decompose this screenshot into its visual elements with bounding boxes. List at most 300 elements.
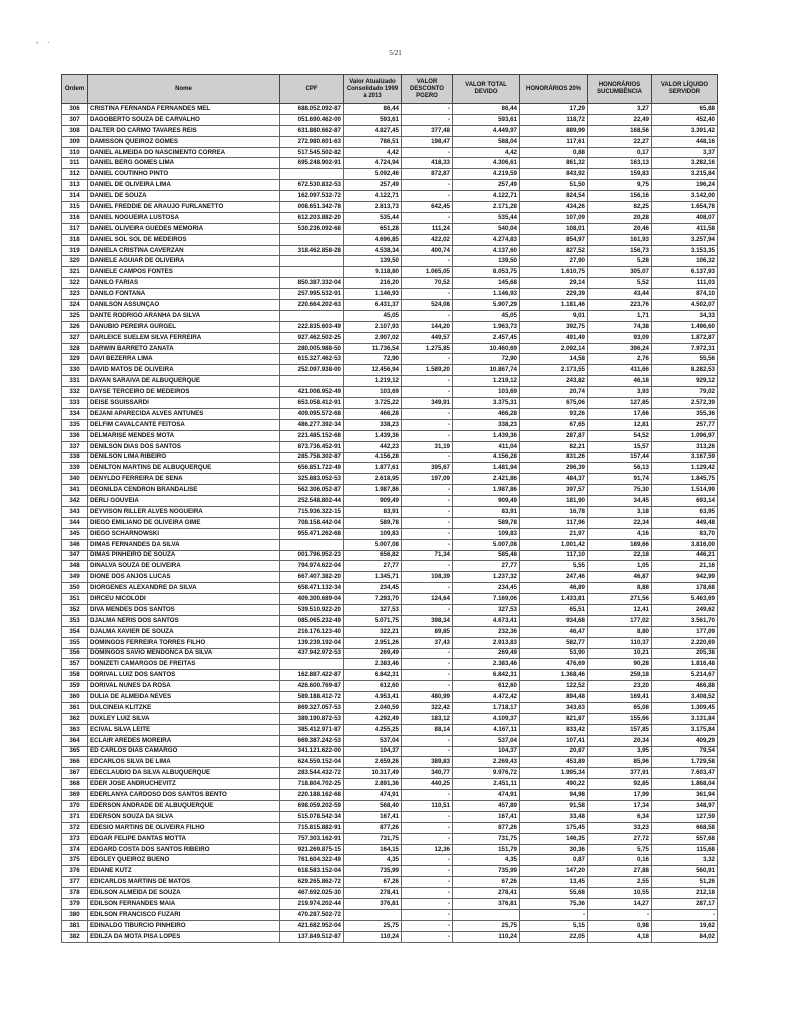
sucumbencia-cell: 1,71: [588, 310, 652, 321]
valor-atualizado-cell: 322,21: [344, 626, 402, 637]
name-cell: DANIELE AGUIAR DE OLIVEIRA: [88, 256, 280, 267]
name-cell: DALTER DO CARMO TAVARES REIS: [88, 125, 280, 136]
sucumbencia-cell: 3,18: [588, 506, 652, 517]
ordem-cell: 357: [62, 659, 88, 670]
name-cell: DUXLEY LUIZ SILVA: [88, 713, 280, 724]
valor-total-cell: 4.673,41: [453, 615, 520, 626]
valor-total-cell: 540,04: [453, 223, 520, 234]
honorarios-cell: 491,49: [520, 332, 588, 343]
ordem-cell: 378: [62, 888, 88, 899]
header-cpf: CPF: [280, 75, 344, 104]
liquido-cell: 1.729,58: [652, 757, 718, 768]
valor-desconto-cell: -: [402, 811, 453, 822]
valor-total-cell: 2.451,11: [453, 779, 520, 790]
table-row: [62, 801, 718, 812]
valor-desconto-cell: 395,67: [402, 463, 453, 474]
liquido-cell: 3.257,94: [652, 234, 718, 245]
valor-total-cell: 537,04: [453, 735, 520, 746]
valor-atualizado-cell: 4.255,25: [344, 724, 402, 735]
ordem-cell: 326: [62, 321, 88, 332]
honorarios-cell: 5,15: [520, 920, 588, 931]
honorarios-cell: 75,36: [520, 899, 588, 910]
table-row: [62, 278, 718, 289]
valor-desconto-cell: -: [402, 387, 453, 398]
valor-atualizado-cell: 25,75: [344, 920, 402, 931]
honorarios-cell: 117,10: [520, 550, 588, 561]
valor-desconto-cell: -: [402, 561, 453, 572]
name-cell: DORIVAL LUIZ DOS SANTOS: [88, 670, 280, 681]
honorarios-cell: 343,63: [520, 702, 588, 713]
liquido-cell: 1.654,78: [652, 202, 718, 213]
cpf-cell: 139.239.192-04: [280, 637, 344, 648]
liquido-cell: 3.167,59: [652, 452, 718, 463]
honorarios-cell: 16,78: [520, 506, 588, 517]
valor-total-cell: 1.146,93: [453, 289, 520, 300]
cpf-cell: 850.387.332-04: [280, 278, 344, 289]
honorarios-cell: 117,61: [520, 136, 588, 147]
honorarios-cell: 434,26: [520, 202, 588, 213]
valor-desconto-cell: 124,64: [402, 594, 453, 605]
table-row: [62, 517, 718, 528]
ordem-cell: 316: [62, 212, 88, 223]
liquido-cell: 1.096,97: [652, 430, 718, 441]
ordem-cell: 353: [62, 615, 88, 626]
name-cell: DANTE RODRIGO ARANHA DA SILVA: [88, 310, 280, 321]
name-cell: DIORGENES ALEXANDRE DA SILVA: [88, 583, 280, 594]
liquido-cell: 55,56: [652, 354, 718, 365]
name-cell: EDERLANYA CARDOSO DOS SANTOS BENTO: [88, 790, 280, 801]
valor-total-cell: 4,42: [453, 147, 520, 158]
valor-total-cell: 1.987,86: [453, 485, 520, 496]
cpf-cell: 280.005.988-50: [280, 343, 344, 354]
honorarios-cell: 1.001,42: [520, 539, 588, 550]
cpf-cell: 708.158.442-04: [280, 517, 344, 528]
valor-total-cell: [453, 909, 520, 920]
table-row: [62, 310, 718, 321]
liquido-cell: 6.137,93: [652, 267, 718, 278]
valor-total-cell: 588,04: [453, 136, 520, 147]
valor-atualizado-cell: 4,42: [344, 147, 402, 158]
table-row: [62, 833, 718, 844]
ordem-cell: 362: [62, 713, 88, 724]
liquido-cell: 693,14: [652, 496, 718, 507]
liquido-cell: 21,16: [652, 561, 718, 572]
liquido-cell: 287,17: [652, 899, 718, 910]
name-cell: DIEGO SCHARNOWSKI: [88, 528, 280, 539]
valor-desconto-cell: 31,19: [402, 441, 453, 452]
honorarios-cell: 51,50: [520, 180, 588, 191]
liquido-cell: 63,95: [652, 506, 718, 517]
valor-desconto-cell: -: [402, 256, 453, 267]
valor-desconto-cell: 480,99: [402, 692, 453, 703]
liquido-cell: 411,58: [652, 223, 718, 234]
name-cell: EDGLEY QUEIROZ BUENO: [88, 855, 280, 866]
sucumbencia-cell: 2,76: [588, 354, 652, 365]
liquido-cell: 205,38: [652, 648, 718, 659]
honorarios-cell: 582,77: [520, 637, 588, 648]
valor-atualizado-cell: 139,50: [344, 256, 402, 267]
valor-total-cell: 1.963,73: [453, 321, 520, 332]
honorarios-cell: 824,54: [520, 191, 588, 202]
page-number: 5/21: [389, 49, 402, 57]
honorarios-cell: 30,36: [520, 844, 588, 855]
sucumbencia-cell: 0,98: [588, 920, 652, 931]
valor-atualizado-cell: 4.953,41: [344, 692, 402, 703]
liquido-cell: 178,68: [652, 583, 718, 594]
valor-total-cell: 2.269,43: [453, 757, 520, 768]
valor-desconto-cell: 340,77: [402, 768, 453, 779]
valor-atualizado-cell: 5.071,75: [344, 615, 402, 626]
valor-atualizado-cell: 2.813,73: [344, 202, 402, 213]
sucumbencia-cell: 54,52: [588, 430, 652, 441]
valor-atualizado-cell: 327,53: [344, 604, 402, 615]
name-cell: DELFIM CAVALCANTE FEITOSA: [88, 419, 280, 430]
name-cell: EDGARD COSTA DOS SANTOS RIBEIRO: [88, 844, 280, 855]
sucumbencia-cell: 9,75: [588, 180, 652, 191]
ordem-cell: 345: [62, 528, 88, 539]
table-row: [62, 528, 718, 539]
valor-total-cell: 4.156,28: [453, 452, 520, 463]
honorarios-cell: 94,98: [520, 790, 588, 801]
honorarios-cell: 117,96: [520, 517, 588, 528]
name-cell: DANILSON ASSUNÇAO: [88, 300, 280, 311]
sucumbencia-cell: 91,74: [588, 474, 652, 485]
cpf-cell: 612.203.882-20: [280, 212, 344, 223]
liquido-cell: 408,07: [652, 212, 718, 223]
honorarios-cell: 1.610,75: [520, 267, 588, 278]
valor-atualizado-cell: 27,77: [344, 561, 402, 572]
sucumbencia-cell: 157,85: [588, 724, 652, 735]
valor-atualizado-cell: 234,45: [344, 583, 402, 594]
honorarios-cell: 0,88: [520, 147, 588, 158]
table-row: [62, 888, 718, 899]
sucumbencia-cell: 12,81: [588, 419, 652, 430]
cpf-cell: [280, 310, 344, 321]
liquido-cell: 448,16: [652, 136, 718, 147]
ordem-cell: 342: [62, 496, 88, 507]
ordem-cell: 333: [62, 398, 88, 409]
valor-desconto-cell: -: [402, 604, 453, 615]
table-row: [62, 844, 718, 855]
honorarios-cell: 46,89: [520, 583, 588, 594]
valor-desconto-cell: 88,14: [402, 724, 453, 735]
ordem-cell: 354: [62, 626, 88, 637]
honorarios-cell: 53,90: [520, 648, 588, 659]
table-row: [62, 648, 718, 659]
liquido-cell: 79,02: [652, 387, 718, 398]
honorarios-cell: 831,26: [520, 452, 588, 463]
valor-total-cell: 535,44: [453, 212, 520, 223]
liquido-cell: 106,32: [652, 256, 718, 267]
name-cell: DANIEL COUTINHO PINTO: [88, 169, 280, 180]
liquido-cell: 3,32: [652, 855, 718, 866]
valor-atualizado-cell: 474,91: [344, 790, 402, 801]
valor-atualizado-cell: 104,37: [344, 746, 402, 757]
valor-desconto-cell: 144,20: [402, 321, 453, 332]
valor-atualizado-cell: 9.118,80: [344, 267, 402, 278]
liquido-cell: 3.131,84: [652, 713, 718, 724]
name-cell: EDILSON ALMEIDA DE SOUZA: [88, 888, 280, 899]
ordem-cell: 375: [62, 855, 88, 866]
honorarios-cell: 175,45: [520, 822, 588, 833]
sucumbencia-cell: 8,80: [588, 626, 652, 637]
cpf-cell: 698.059.202-59: [280, 801, 344, 812]
name-cell: EDESIO MARTINS DE OLIVEIRA FILHO: [88, 822, 280, 833]
valor-total-cell: 6.842,31: [453, 670, 520, 681]
name-cell: DANIEL FREDDIE DE ARAUJO FURLANETTO: [88, 202, 280, 213]
table-row: [62, 289, 718, 300]
cpf-cell: [280, 267, 344, 278]
table-row: [62, 768, 718, 779]
honorarios-cell: 2.092,14: [520, 343, 588, 354]
valor-atualizado-cell: 278,41: [344, 888, 402, 899]
liquido-cell: 2.572,39: [652, 398, 718, 409]
table-row: [62, 300, 718, 311]
sucumbencia-cell: 6,34: [588, 811, 652, 822]
honorarios-cell: 484,37: [520, 474, 588, 485]
name-cell: DJALMA NERIS DOS SANTOS: [88, 615, 280, 626]
valor-atualizado-cell: 1.219,12: [344, 376, 402, 387]
cpf-cell: 955.471.262-68: [280, 528, 344, 539]
table-row: [62, 147, 718, 158]
name-cell: DAGOBERTO SOUZA DE CARVALHO: [88, 114, 280, 125]
table-row: [62, 245, 718, 256]
valor-desconto-cell: -: [402, 833, 453, 844]
liquido-cell: 466,88: [652, 681, 718, 692]
cpf-cell: 794.974.622-04: [280, 561, 344, 572]
valor-desconto-cell: -: [402, 888, 453, 899]
liquido-cell: 355,36: [652, 408, 718, 419]
sucumbencia-cell: 169,41: [588, 692, 652, 703]
ordem-cell: 310: [62, 147, 88, 158]
ordem-cell: 309: [62, 136, 88, 147]
valor-total-cell: 7.169,06: [453, 594, 520, 605]
name-cell: DANILO FONTANA: [88, 289, 280, 300]
ordem-cell: 360: [62, 692, 88, 703]
valor-atualizado-cell: 338,23: [344, 419, 402, 430]
valor-atualizado-cell: 109,83: [344, 528, 402, 539]
valor-atualizado-cell: 67,26: [344, 877, 402, 888]
valor-total-cell: 25,75: [453, 920, 520, 931]
name-cell: DAYAN SARAIVA DE ALBUQUERQUE: [88, 376, 280, 387]
valor-total-cell: 234,45: [453, 583, 520, 594]
sucumbencia-cell: 90,28: [588, 659, 652, 670]
sucumbencia-cell: 2,55: [588, 877, 652, 888]
sucumbencia-cell: 46,87: [588, 572, 652, 583]
honorarios-cell: 146,35: [520, 833, 588, 844]
sucumbencia-cell: 10,55: [588, 888, 652, 899]
honorarios-cell: 29,14: [520, 278, 588, 289]
valor-atualizado-cell: 1.877,61: [344, 463, 402, 474]
liquido-cell: 3.153,35: [652, 245, 718, 256]
liquido-cell: 115,68: [652, 844, 718, 855]
cpf-cell: 618.583.152-04: [280, 866, 344, 877]
sucumbencia-cell: 177,02: [588, 615, 652, 626]
ordem-cell: 338: [62, 452, 88, 463]
name-cell: EDIANE KUTZ: [88, 866, 280, 877]
name-cell: DINALVA SOUZA DE OLIVEIRA: [88, 561, 280, 572]
valor-atualizado-cell: 10.317,49: [344, 768, 402, 779]
name-cell: DONIZETI CAMARGOS DE FREITAS: [88, 659, 280, 670]
valor-total-cell: 4.122,71: [453, 191, 520, 202]
valor-desconto-cell: 183,12: [402, 713, 453, 724]
ordem-cell: 344: [62, 517, 88, 528]
name-cell: DENILSON LIMA RIBEIRO: [88, 452, 280, 463]
honorarios-cell: 118,72: [520, 114, 588, 125]
sucumbencia-cell: 17,34: [588, 801, 652, 812]
sucumbencia-cell: 20,46: [588, 223, 652, 234]
ordem-cell: 368: [62, 779, 88, 790]
ordem-cell: 332: [62, 387, 88, 398]
name-cell: ECLAIR AREDES MOREIRA: [88, 735, 280, 746]
cpf-cell: 562.306.052-87: [280, 485, 344, 496]
liquido-cell: 34,33: [652, 310, 718, 321]
table-row: [62, 615, 718, 626]
honorarios-cell: 13,45: [520, 877, 588, 888]
valor-total-cell: 2.171,28: [453, 202, 520, 213]
valor-desconto-cell: -: [402, 539, 453, 550]
table-row: [62, 485, 718, 496]
ordem-cell: 340: [62, 474, 88, 485]
ordem-cell: 311: [62, 158, 88, 169]
liquido-cell: 212,18: [652, 888, 718, 899]
valor-desconto-cell: -: [402, 104, 453, 115]
valor-desconto-cell: -: [402, 877, 453, 888]
valor-desconto-cell: -: [402, 430, 453, 441]
cpf-cell: 162.887.422-87: [280, 670, 344, 681]
valor-total-cell: 151,79: [453, 844, 520, 855]
cpf-cell: 695.248.902-91: [280, 158, 344, 169]
honorarios-cell: 122,52: [520, 681, 588, 692]
sucumbencia-cell: 3,95: [588, 746, 652, 757]
valor-desconto-cell: -: [402, 681, 453, 692]
valor-atualizado-cell: 6.842,31: [344, 670, 402, 681]
ordem-cell: 307: [62, 114, 88, 125]
valor-desconto-cell: -: [402, 855, 453, 866]
valor-atualizado-cell: [344, 909, 402, 920]
ordem-cell: 373: [62, 833, 88, 844]
table-row: [62, 713, 718, 724]
valor-total-cell: 2.421,86: [453, 474, 520, 485]
valor-desconto-cell: 422,02: [402, 234, 453, 245]
liquido-cell: 3.282,16: [652, 158, 718, 169]
sucumbencia-cell: 27,72: [588, 833, 652, 844]
table-row: [62, 702, 718, 713]
liquido-cell: 1.129,42: [652, 463, 718, 474]
liquido-cell: 83,70: [652, 528, 718, 539]
table-row: [62, 136, 718, 147]
name-cell: DEISE SGUISSARDI: [88, 398, 280, 409]
valor-total-cell: 1.219,12: [453, 376, 520, 387]
table-row: [62, 659, 718, 670]
header-valor-desconto: VALOR DESCONTO PGERO: [402, 75, 453, 104]
honorarios-cell: 0,87: [520, 855, 588, 866]
ordem-cell: 347: [62, 550, 88, 561]
valor-atualizado-cell: 1.987,86: [344, 485, 402, 496]
valor-total-cell: 1.237,32: [453, 572, 520, 583]
sucumbencia-cell: 4,18: [588, 931, 652, 942]
valor-atualizado-cell: 257,49: [344, 180, 402, 191]
cpf-cell: 667.407.382-20: [280, 572, 344, 583]
liquido-cell: 7.972,31: [652, 343, 718, 354]
cpf-cell: 757.303.162-91: [280, 833, 344, 844]
honorarios-cell: 1.368,46: [520, 670, 588, 681]
ordem-cell: 314: [62, 191, 88, 202]
cpf-cell: 669.387.242-53: [280, 735, 344, 746]
honorarios-cell: 9,01: [520, 310, 588, 321]
valor-atualizado-cell: 466,28: [344, 408, 402, 419]
honorarios-cell: 65,51: [520, 604, 588, 615]
valor-desconto-cell: -: [402, 496, 453, 507]
ordem-cell: 343: [62, 506, 88, 517]
sucumbencia-cell: 159,83: [588, 169, 652, 180]
liquido-cell: 313,26: [652, 441, 718, 452]
valor-desconto-cell: -: [402, 931, 453, 942]
valor-total-cell: 411,04: [453, 441, 520, 452]
valor-atualizado-cell: 735,99: [344, 866, 402, 877]
sucumbencia-cell: 4,16: [588, 528, 652, 539]
table-row: [62, 866, 718, 877]
liquido-cell: 19,62: [652, 920, 718, 931]
sucumbencia-cell: 271,56: [588, 594, 652, 605]
table-row: [62, 223, 718, 234]
cpf-cell: 653.058.412-91: [280, 398, 344, 409]
cpf-cell: 761.604.322-49: [280, 855, 344, 866]
valor-desconto-cell: 524,08: [402, 300, 453, 311]
valor-total-cell: 110,24: [453, 931, 520, 942]
valor-atualizado-cell: 537,04: [344, 735, 402, 746]
ordem-cell: 315: [62, 202, 88, 213]
valor-total-cell: 474,91: [453, 790, 520, 801]
table-row: [62, 626, 718, 637]
ordem-cell: 382: [62, 931, 88, 942]
table-row: [62, 169, 718, 180]
cpf-cell: 927.462.502-25: [280, 332, 344, 343]
name-cell: EDINALDO TIBURCIO PINHEIRO: [88, 920, 280, 931]
valor-total-cell: 4.274,83: [453, 234, 520, 245]
liquido-cell: 1.309,45: [652, 702, 718, 713]
liquido-cell: 3.408,52: [652, 692, 718, 703]
table-row: [62, 125, 718, 136]
name-cell: DOMINGOS FERREIRA TORRES FILHO: [88, 637, 280, 648]
cpf-cell: 715.815.882-91: [280, 822, 344, 833]
valor-desconto-cell: 110,51: [402, 801, 453, 812]
name-cell: DAVID MATOS DE OLIVEIRA: [88, 365, 280, 376]
valor-desconto-cell: -: [402, 191, 453, 202]
liquido-cell: 8.282,53: [652, 365, 718, 376]
liquido-cell: 3.391,42: [652, 125, 718, 136]
table-row: [62, 506, 718, 517]
liquido-cell: 2.220,69: [652, 637, 718, 648]
name-cell: EDERSON SOUZA DA SILVA: [88, 811, 280, 822]
honorarios-cell: 22,05: [520, 931, 588, 942]
cpf-cell: 629.265.862-72: [280, 877, 344, 888]
valor-total-cell: 278,41: [453, 888, 520, 899]
sucumbencia-cell: 27,88: [588, 866, 652, 877]
header-honorarios: HONORÁRIOS 20%: [520, 75, 588, 104]
cpf-cell: 470.287.502-72: [280, 909, 344, 920]
liquido-cell: 7.603,47: [652, 768, 718, 779]
valor-atualizado-cell: 216,20: [344, 278, 402, 289]
valor-total-cell: 1.439,36: [453, 430, 520, 441]
sucumbencia-cell: 75,30: [588, 485, 652, 496]
honorarios-cell: 287,87: [520, 430, 588, 441]
cpf-cell: 341.121.622-00: [280, 746, 344, 757]
scan-specks: - ·: [36, 38, 53, 47]
valor-desconto-cell: -: [402, 909, 453, 920]
name-cell: DELMARISE MENDES MOTA: [88, 430, 280, 441]
valor-atualizado-cell: 589,78: [344, 517, 402, 528]
